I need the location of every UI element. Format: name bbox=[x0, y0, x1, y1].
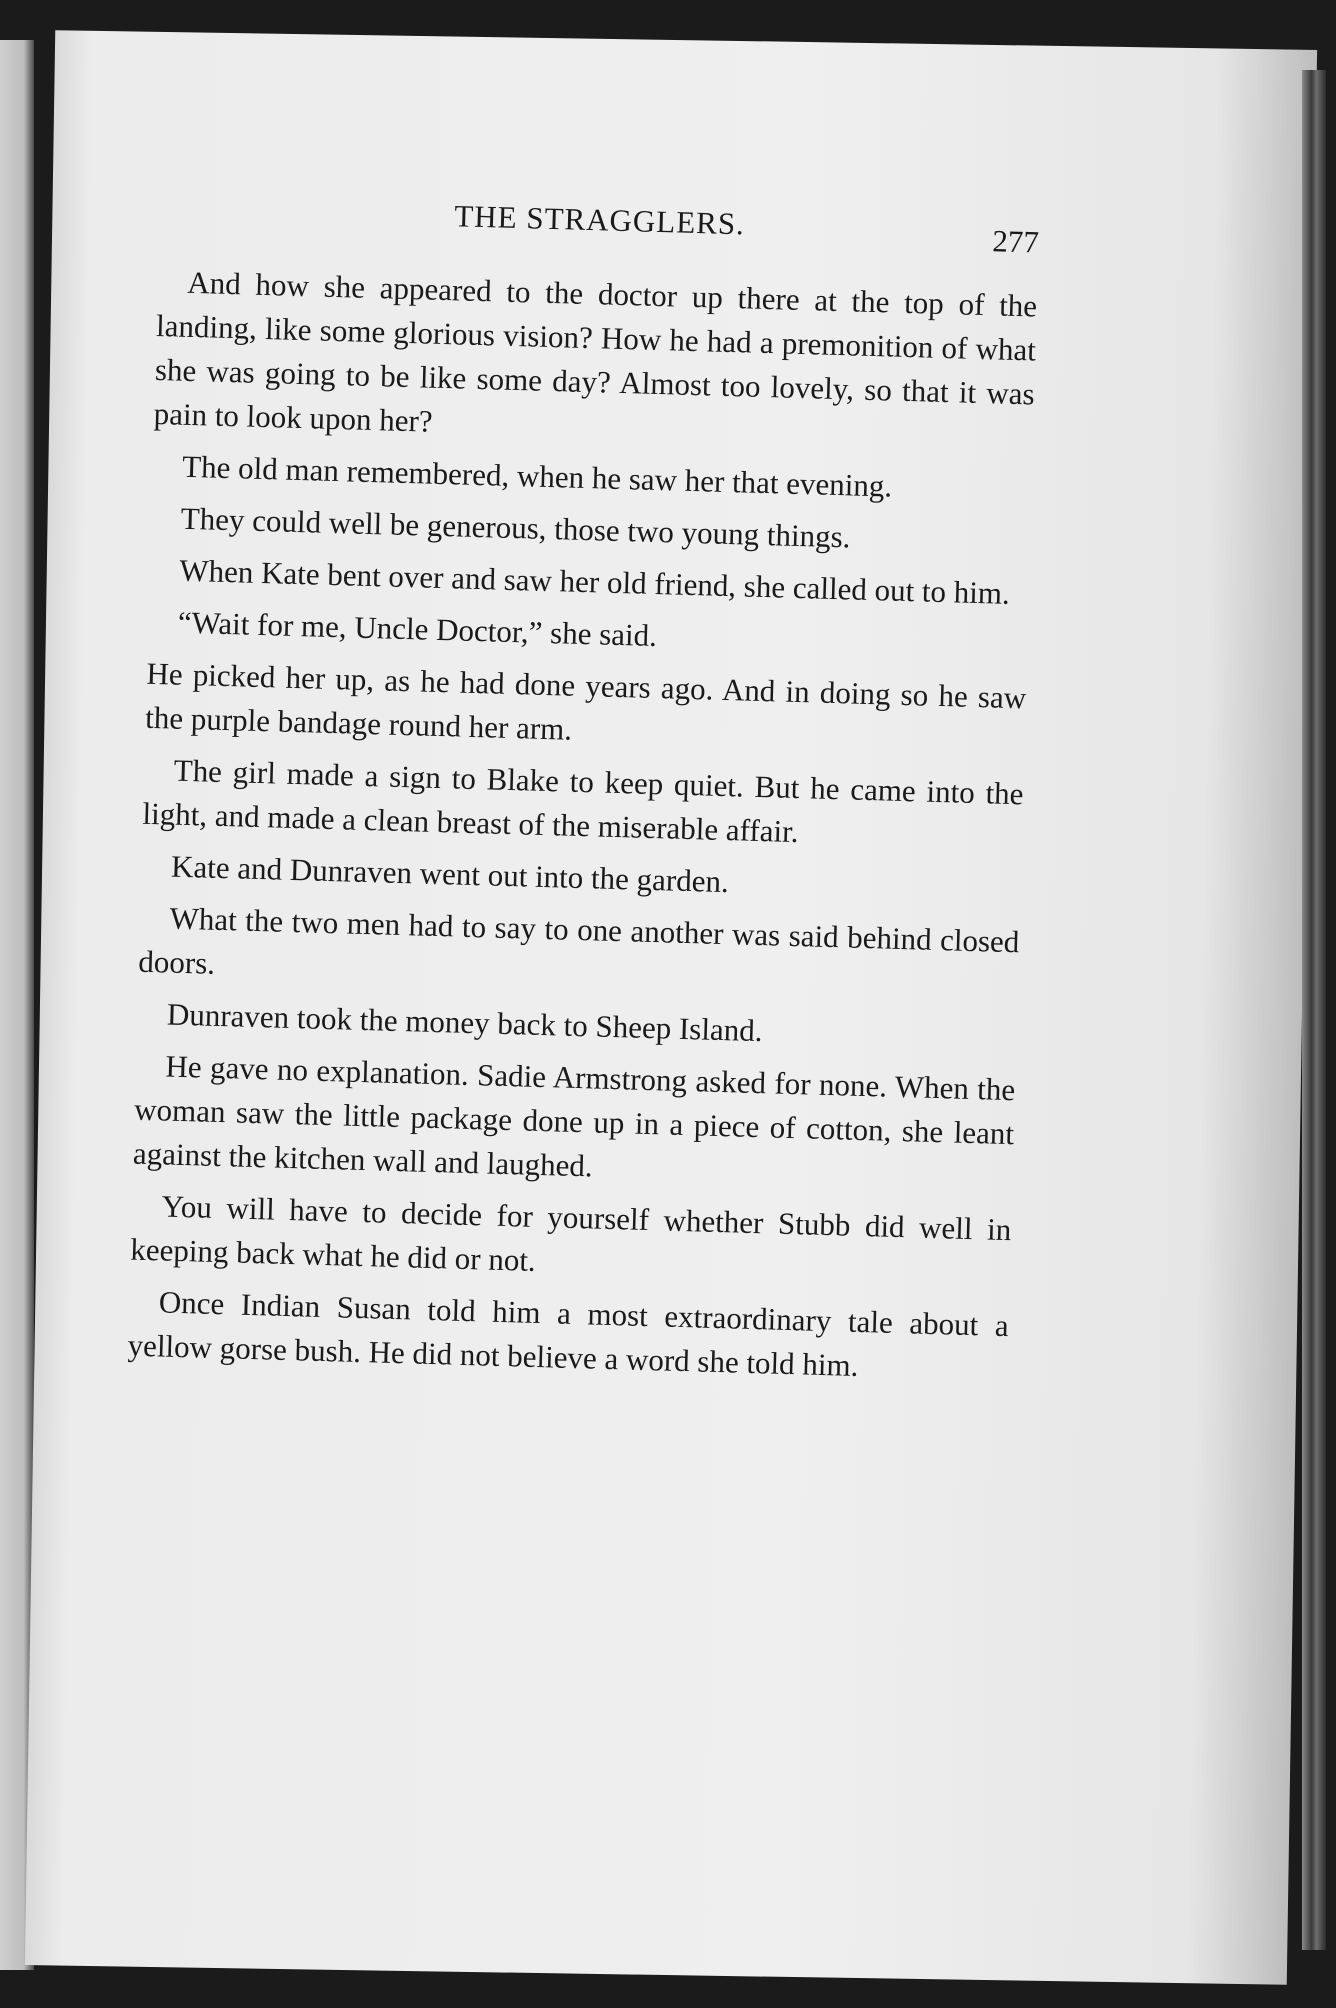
paragraph: Kate and Dunraven went out into the garden. bbox=[170, 848, 730, 900]
paragraph: The old man remembered, when he saw her that evening. bbox=[181, 448, 893, 504]
paragraph: Dunraven took the money back to Sheep Island. bbox=[166, 996, 764, 1049]
paragraph: You will have to decide for yourself whether Stubb did well in keeping back what he did or not. bbox=[129, 1188, 1012, 1278]
paragraph: “Wait for me, Uncle Doctor,” she said. bbox=[177, 604, 658, 654]
paragraph: They could well be generous, those two young things. bbox=[180, 500, 851, 555]
paragraph: He picked her up, as he had done years ago. And in doing so he saw the purple bandage round her arm. bbox=[144, 655, 1027, 747]
paragraph: Once Indian Susan told him a most extraordinary tale about a yellow gorse bush. He did not believe a word she told him. bbox=[127, 1284, 1010, 1383]
paragraph: The girl made a sign to Blake to keep quiet. But he came into the light, and made a clean breast of the miserable affair. bbox=[142, 752, 1024, 850]
page-stack-edge bbox=[1302, 70, 1326, 1950]
running-head-title: THE STRAGGLERS. bbox=[453, 198, 746, 242]
paragraph: What the two men had to say to one another was said behind closed doors. bbox=[137, 900, 1020, 981]
paragraph: When Kate bent over and saw her old friend, she called out to him. bbox=[178, 552, 1011, 611]
paragraph: And how she appeared to the doctor up there at the top of the landing, like some glorious vision? How he had a premonition of what she was going to be like some day? Almost too lovely, so that it was pain to look upon her? bbox=[153, 264, 1038, 439]
paragraph: He gave no explanation. Sadie Armstrong asked for none. When the woman saw the little package done up in a piece of cotton, she leant against the kitchen wall and laughed. bbox=[132, 1048, 1016, 1184]
page-number: 277 bbox=[991, 223, 1040, 260]
page-text bbox=[127, 190, 1040, 1400]
